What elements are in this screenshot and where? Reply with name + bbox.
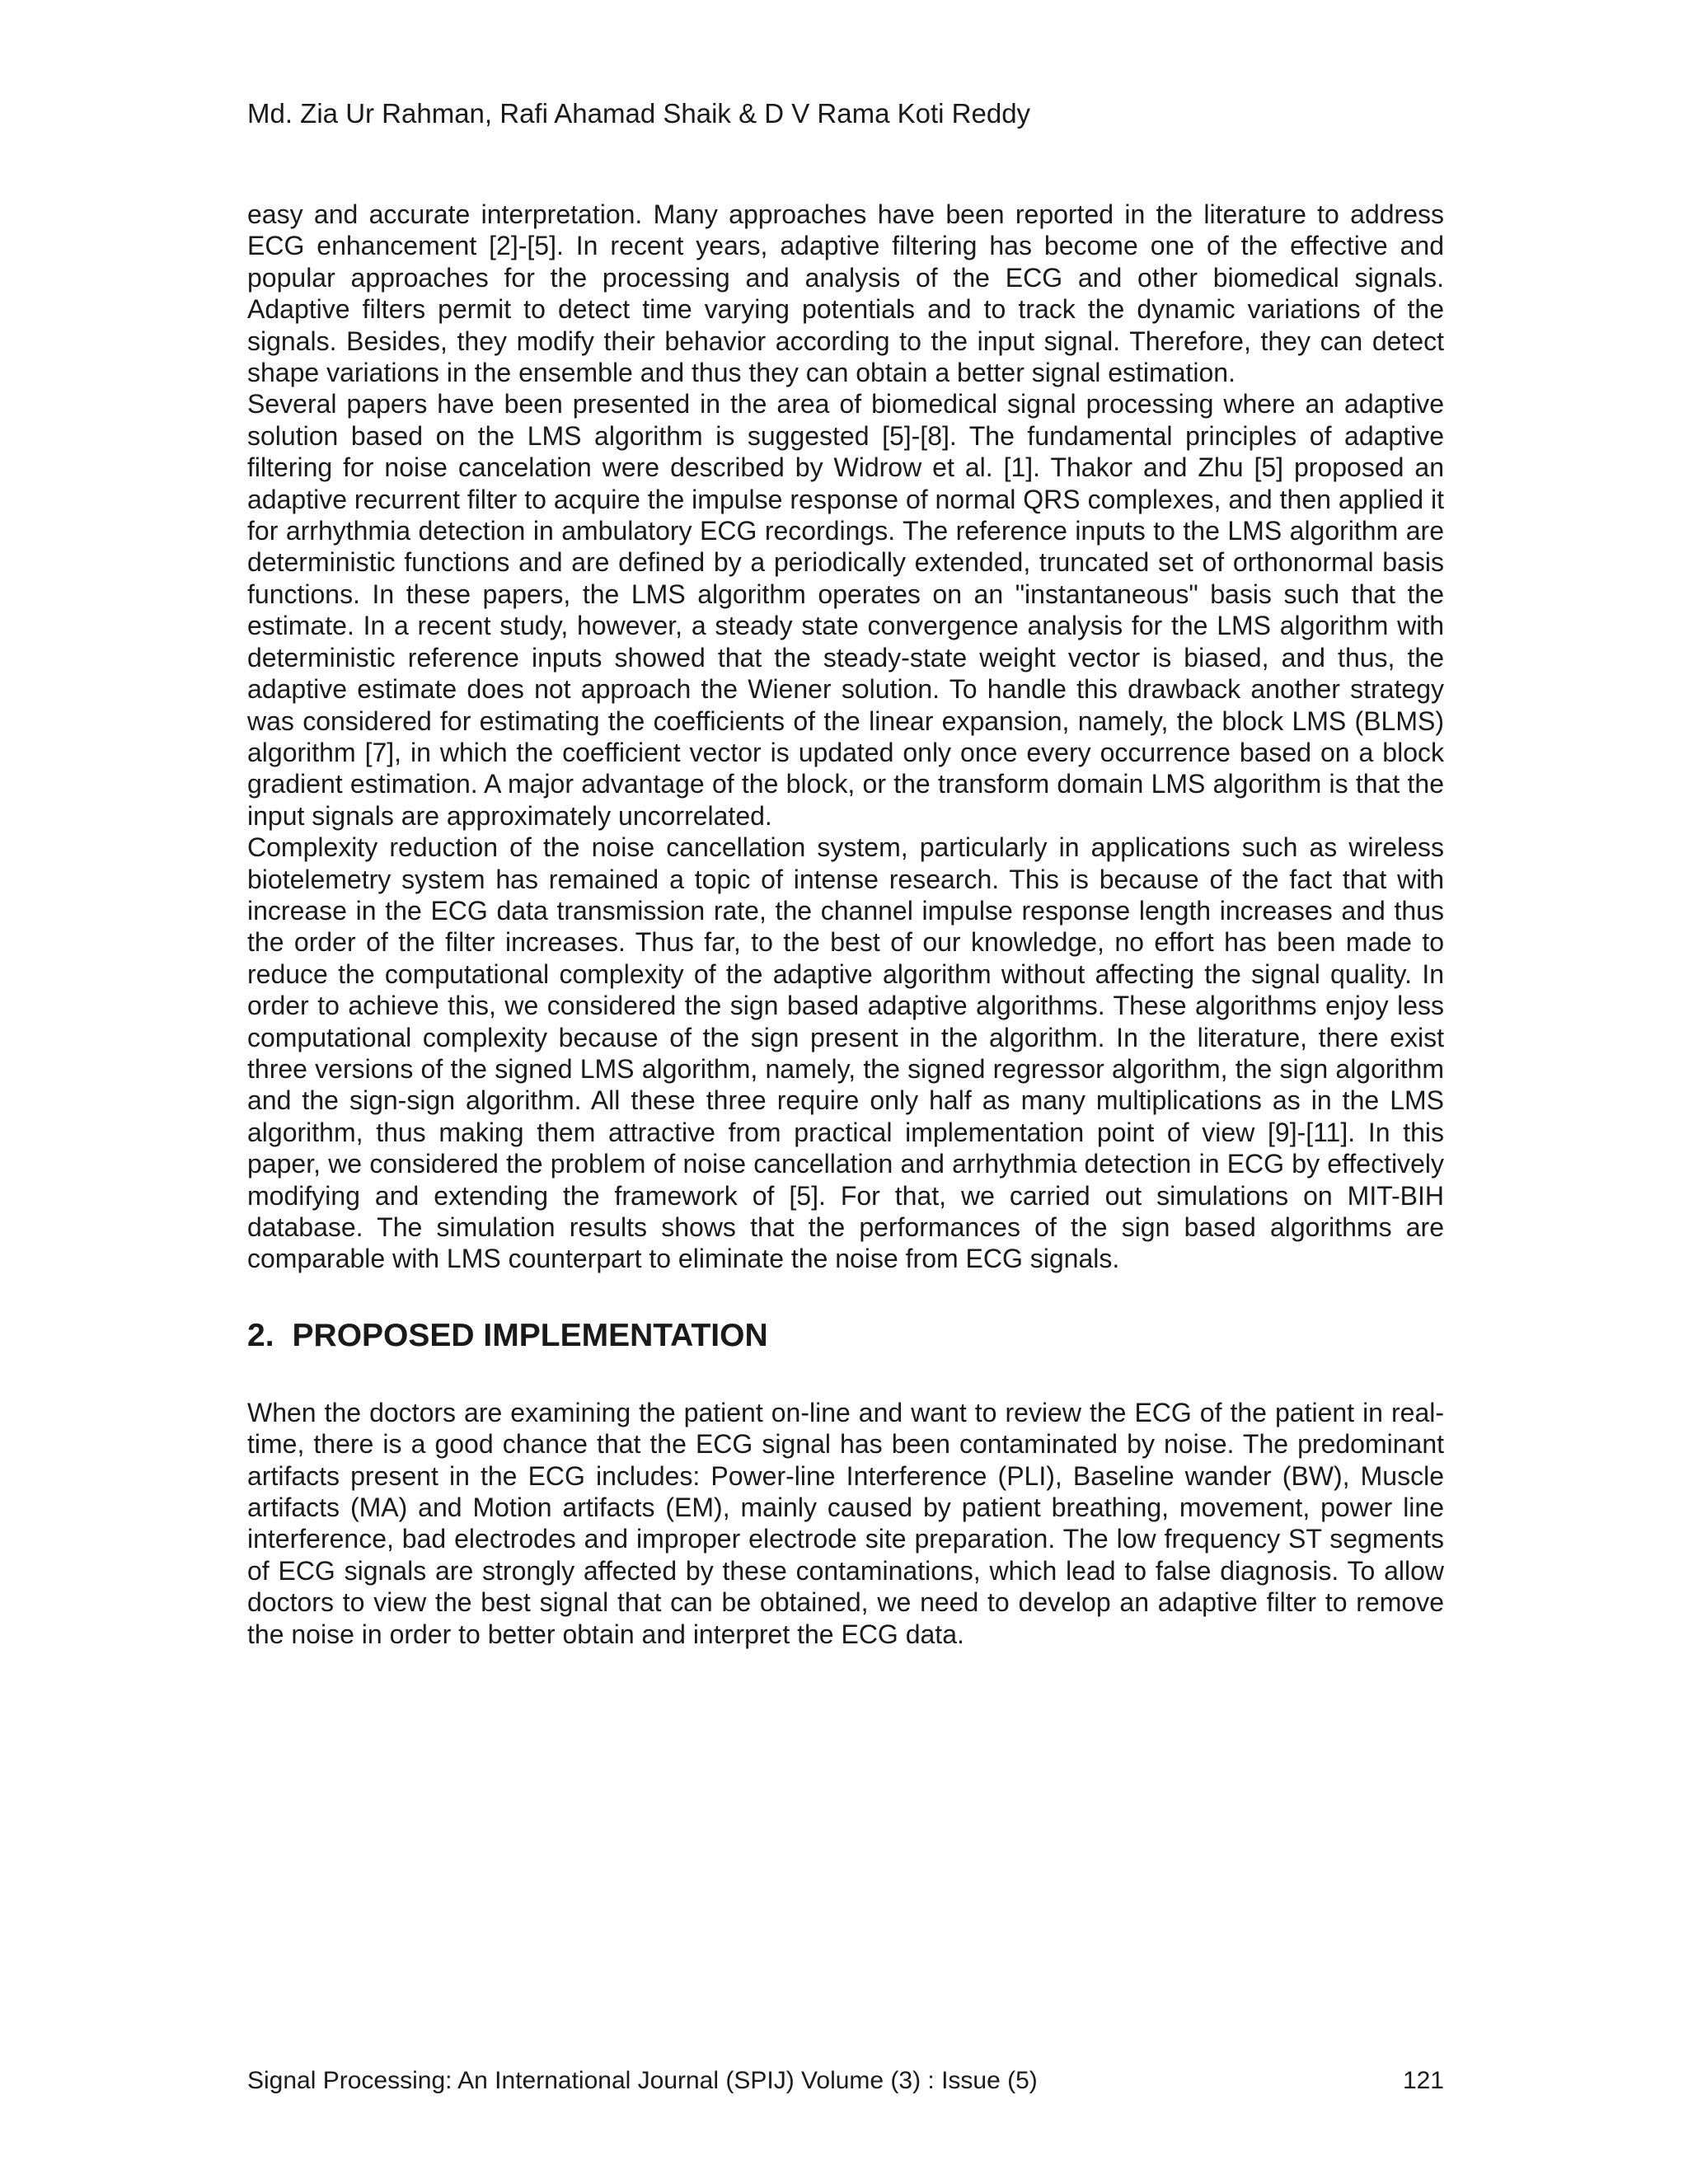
section-number: 2. (247, 1317, 274, 1353)
running-header-authors: Md. Zia Ur Rahman, Rafi Ahamad Shaik & D V Rama Koti Reddy (247, 98, 1031, 129)
footer-journal-info: Signal Processing: An International Journal (SPIJ) Volume (3) : Issue (5) (247, 2067, 1038, 2094)
paragraph-complexity-reduction: Complexity reduction of the noise cancellation system, particularly in applications such as wireless biotelemetry system has remained a topic of intense research. This is because of the fact that with increase in the ECG data transmission rate, the channel impulse response length increases and thus the order of the filter increases. Thus far, to the best of our knowledge, no effort has been made to reduce the computational complexity of the adaptive algorithm without affecting the signal quality. In order to achieve this, we considered the sign based adaptive algorithms. These algorithms enjoy less computational complexity because of the sign present in the algorithm. In the literature, there exist three versions of the signed LMS algorithm, namely, the signed regressor algorithm, the sign algorithm and the sign-sign algorithm. All these three require only half as many multiplications as in the LMS algorithm, thus making them attractive from practical implementation point of view [9]-[11]. In this paper, we considered the problem of noise cancellation and arrhythmia detection in ECG by effectively modifying and extending the framework of [5]. For that, we carried out simulations on MIT-BIH database. The simulation results shows that the performances of the sign based algorithms are comparable with LMS counterpart to eliminate the noise from ECG signals. (247, 832, 1444, 1274)
paragraph-lms-background: Several papers have been presented in the area of biomedical signal processing where an adaptive solution based on the LMS algorithm is suggested [5]-[8]. The fundamental principles of adaptive filtering for noise cancelation were described by Widrow et al. [1]. Thakor and Zhu [5] proposed an adaptive recurrent filter to acquire the impulse response of normal QRS complexes, and then applied it for arrhythmia detection in ambulatory ECG recordings. The reference inputs to the LMS algorithm are deterministic functions and are defined by a periodically extended, truncated set of orthonormal basis functions. In these papers, the LMS algorithm operates on an "instantaneous" basis such that the estimate. In a recent study, however, a steady state convergence analysis for the LMS algorithm with deterministic reference inputs showed that the steady-state weight vector is biased, and thus, the adaptive estimate does not approach the Wiener solution. To handle this drawback another strategy was considered for estimating the coefficients of the linear expansion, namely, the block LMS (BLMS) algorithm [7], in which the coefficient vector is updated only once every occurrence based on a block gradient estimation. A major advantage of the block, or the transform domain LMS algorithm is that the input signals are approximately uncorrelated. (247, 389, 1444, 831)
section-title: PROPOSED IMPLEMENTATION (292, 1317, 768, 1353)
section-heading (247, 1316, 1444, 1356)
paragraph-proposed-implementation: When the doctors are examining the patient on-line and want to review the ECG of the patient in real-time, there is a good chance that the ECG signal has been contaminated by noise. The predominant artifacts present in the ECG includes: Power-line Interference (PLI), Baseline wander (BW), Muscle artifacts (MA) and Motion artifacts (EM), mainly caused by patient breathing, movement, power line interference, bad electrodes and improper electrode site preparation. The low frequency ST segments of ECG signals are strongly affected by these contaminations, which lead to false diagnosis. To allow doctors to view the best signal that can be obtained, we need to develop an adaptive filter to remove the noise in order to better obtain and interpret the ECG data. (247, 1397, 1444, 1649)
footer-page-number: 121 (1402, 2067, 1444, 2094)
running-footer (247, 2066, 1444, 2096)
paragraph-intro-continued: easy and accurate interpretation. Many approaches have been reported in the literature to address ECG enhancement [2]-[5]. In recent years, adaptive filtering has become one of the effective and popular approaches for the processing and analysis of the ECG and other biomedical signals. Adaptive filters permit to detect time varying potentials and to track the dynamic variations of the signals. Besides, they modify their behavior according to the input signal. Therefore, they can detect shape variations in the ensemble and thus they can obtain a better signal estimation. (247, 199, 1444, 388)
page-body (247, 199, 1444, 1650)
